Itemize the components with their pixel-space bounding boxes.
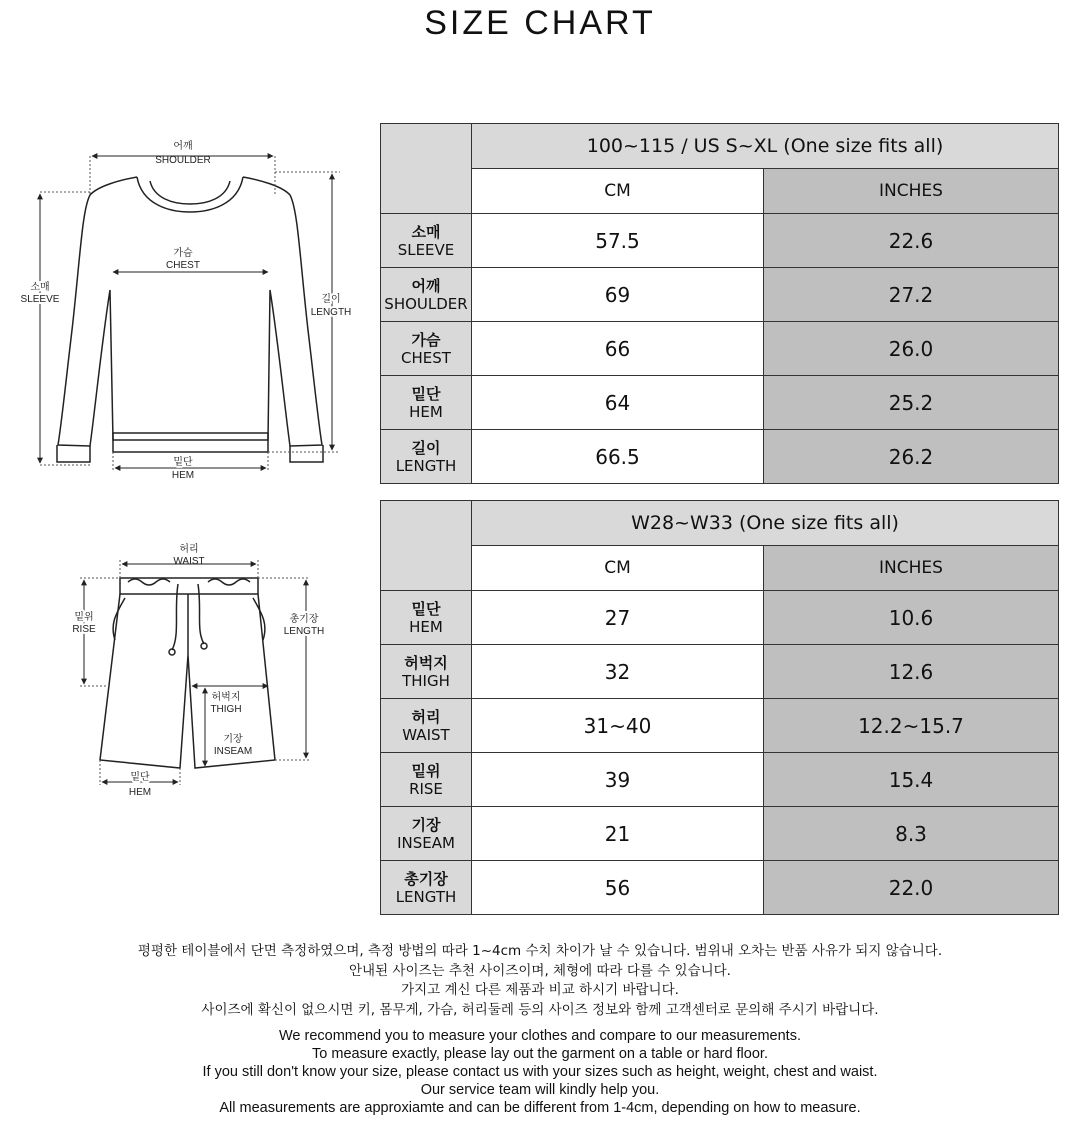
cm-value: 57.5 [472, 214, 764, 268]
inch-value: 22.6 [764, 214, 1059, 268]
cm-value: 27 [472, 591, 764, 645]
sweatshirt-diagram [15, 135, 365, 485]
table-row [381, 753, 1059, 807]
label-inseam-en: INSEAM [213, 746, 253, 757]
row-label [381, 699, 472, 753]
row-label-ko: 밑위 [411, 761, 441, 780]
inch-value: 27.2 [764, 268, 1059, 322]
row-label-ko: 소매 [411, 222, 441, 241]
label-sleeve-ko: 소매 [30, 282, 50, 293]
row-label [381, 753, 472, 807]
row-label-ko: 밑단 [411, 599, 441, 618]
cm-value: 32 [472, 645, 764, 699]
table-corner [381, 124, 472, 214]
label-rise-ko: 밑위 [74, 612, 94, 623]
row-label-en: RISE [409, 779, 443, 798]
inch-value: 15.4 [764, 753, 1059, 807]
row-label-ko: 총기장 [404, 869, 448, 888]
row-label-en: HEM [409, 617, 443, 636]
cm-value: 31~40 [472, 699, 764, 753]
note-line: If you still don't know your size, please contact us with your sizes such as height, weight, chest and waist. [202, 1064, 878, 1080]
label-length-ko: 총기장 [289, 614, 319, 625]
table-corner [381, 501, 472, 591]
note-line: 평평한 테이블에서 단면 측정하였으며, 측정 방법의 따라 1~4cm 수치 차이가 날 수 있습니다. 범위내 오차는 반품 사유가 되지 않습니다. [137, 943, 943, 959]
row-label [381, 322, 472, 376]
table-row [381, 214, 1059, 268]
label-hem-ko: 밑단 [173, 457, 193, 468]
sweatshirt-outline [57, 177, 323, 462]
inch-value: 26.2 [764, 430, 1059, 484]
inch-value: 26.0 [764, 322, 1059, 376]
label-length-ko: 길이 [321, 294, 341, 305]
note-line: 안내된 사이즈는 추천 사이즈이며, 체형에 따라 다를 수 있습니다. [349, 962, 731, 979]
table-header: 100~115 / US S~XL (One size fits all) [472, 124, 1059, 169]
row-label [381, 861, 472, 915]
note-line: Our service team will kindly help you. [420, 1082, 660, 1098]
label-hem-en: HEM [128, 787, 152, 798]
row-label [381, 807, 472, 861]
page-title: SIZE CHART [424, 4, 656, 42]
table-row [381, 268, 1059, 322]
label-waist-en: WAIST [173, 556, 205, 567]
cm-column-header: CM [472, 169, 764, 214]
table-row [381, 699, 1059, 753]
table-row [381, 861, 1059, 915]
row-label-en: THIGH [402, 671, 450, 690]
table-row [381, 322, 1059, 376]
cm-value: 66.5 [472, 430, 764, 484]
row-label-ko: 가슴 [411, 330, 441, 349]
label-chest-en: CHEST [166, 260, 200, 271]
inch-value: 25.2 [764, 376, 1059, 430]
cm-value: 64 [472, 376, 764, 430]
cm-value: 69 [472, 268, 764, 322]
row-label-ko: 밑단 [411, 384, 441, 403]
label-chest-ko: 가슴 [173, 248, 193, 259]
table-header: W28~W33 (One size fits all) [472, 501, 1059, 546]
label-waist-ko: 허리 [179, 544, 199, 555]
cm-value: 21 [472, 807, 764, 861]
cm-value: 66 [472, 322, 764, 376]
row-label [381, 430, 472, 484]
label-hem-ko: 밑단 [130, 772, 150, 783]
bottom-size-table [380, 500, 1059, 915]
notes-english [0, 1027, 1080, 1117]
note-line: 사이즈에 확신이 없으시면 키, 몸무게, 가슴, 허리둘레 등의 사이즈 정보와 함께 고객센터로 문의해 주시기 바랍니다. [201, 1001, 879, 1018]
label-shoulder-en: SHOULDER [155, 155, 211, 166]
row-label-en: WAIST [402, 725, 450, 744]
cm-value: 39 [472, 753, 764, 807]
notes-korean [0, 942, 1080, 1020]
inch-value: 8.3 [764, 807, 1059, 861]
inch-value: 12.2~15.7 [764, 699, 1059, 753]
table-row [381, 645, 1059, 699]
row-label-ko: 허벅지 [404, 653, 448, 672]
table-row [381, 430, 1059, 484]
row-label-en: HEM [409, 402, 443, 421]
label-thigh-ko: 허벅지 [211, 692, 241, 703]
row-label [381, 376, 472, 430]
label-length-en: LENGTH [310, 307, 352, 318]
inch-value: 12.6 [764, 645, 1059, 699]
note-line: 가지고 계신 다른 제품과 비교 하시기 바랍니다. [401, 982, 679, 998]
cm-column-header: CM [472, 546, 764, 591]
table-row [381, 591, 1059, 645]
label-length-en: LENGTH [283, 626, 325, 637]
label-sleeve-en: SLEEVE [20, 294, 60, 305]
row-label-ko: 기장 [411, 815, 441, 834]
shorts-diagram [60, 540, 340, 800]
row-label-en: SHOULDER [384, 294, 468, 313]
row-label-en: SLEEVE [397, 240, 455, 259]
table-row [381, 807, 1059, 861]
inch-value: 10.6 [764, 591, 1059, 645]
row-label-ko: 허리 [411, 707, 441, 726]
label-shoulder-ko: 어깨 [173, 141, 193, 152]
inches-column-header: INCHES [764, 546, 1059, 591]
label-rise-en: RISE [72, 624, 96, 635]
shorts-outline [100, 578, 275, 768]
cm-value: 56 [472, 861, 764, 915]
row-label-ko: 어깨 [411, 276, 441, 295]
row-label-ko: 길이 [411, 438, 441, 457]
row-label [381, 591, 472, 645]
note-line: All measurements are approxiamte and can be different from 1-4cm, depending on how to measure. [219, 1100, 861, 1116]
note-line: To measure exactly, please lay out the garment on a table or hard floor. [312, 1046, 768, 1062]
label-inseam-ko: 기장 [223, 734, 243, 745]
row-label-en: LENGTH [395, 887, 457, 906]
label-thigh-en: THIGH [210, 704, 242, 715]
row-label-en: CHEST [401, 348, 451, 367]
row-label-en: INSEAM [397, 833, 455, 852]
inch-value: 22.0 [764, 861, 1059, 915]
row-label [381, 645, 472, 699]
label-hem-en: HEM [171, 470, 195, 481]
note-line: We recommend you to measure your clothes and compare to our measurements. [279, 1028, 801, 1044]
row-label [381, 214, 472, 268]
inches-column-header: INCHES [764, 169, 1059, 214]
top-size-table [380, 123, 1059, 484]
row-label [381, 268, 472, 322]
table-row [381, 376, 1059, 430]
row-label-en: LENGTH [395, 456, 457, 475]
